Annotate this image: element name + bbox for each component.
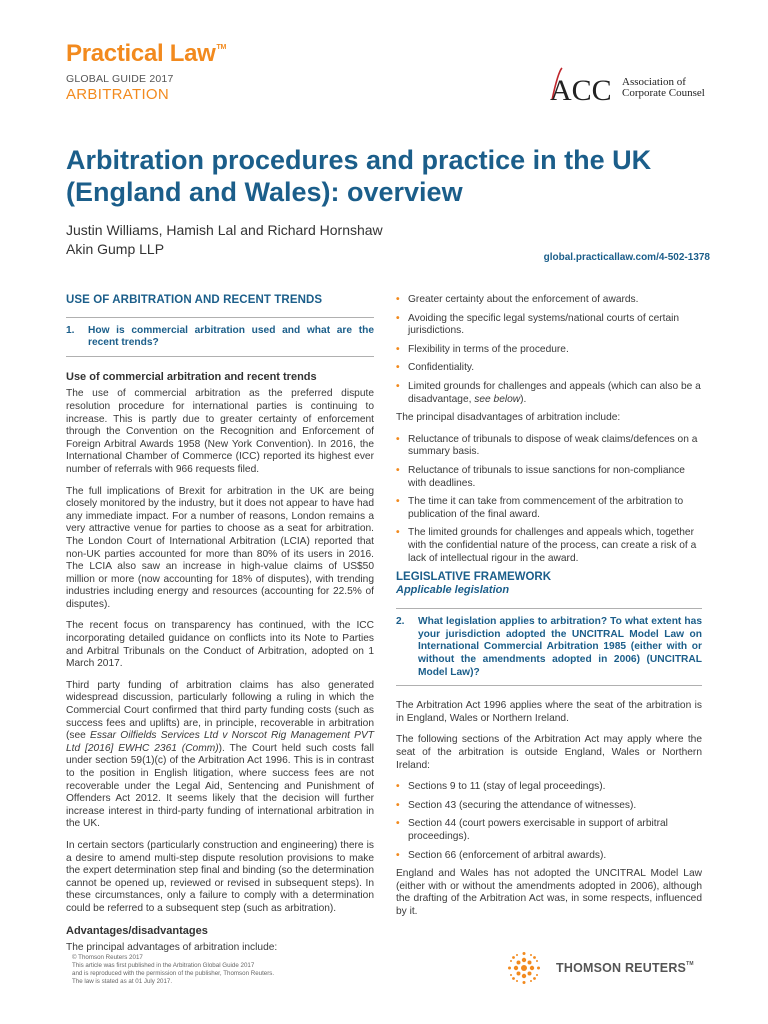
guide-label: GLOBAL GUIDE 2017 bbox=[66, 73, 174, 85]
text-run: Limited grounds for challenges and appeals (which can also be a disadvantage, bbox=[408, 380, 701, 405]
subheading-use-and-trends: Use of commercial arbitration and recent trends bbox=[66, 370, 317, 383]
copyright-line: This article was first published in the Arbitration Global Guide 2017 bbox=[72, 962, 255, 969]
paragraph-third-party-funding bbox=[66, 680, 374, 831]
list-item-text: The time it can take from commencement of the arbitration to publication of the final award. bbox=[408, 496, 684, 520]
bullet-icon: • bbox=[396, 781, 400, 793]
copyright-line: © Thomson Reuters 2017 bbox=[72, 954, 143, 961]
bullet-icon: • bbox=[396, 362, 400, 374]
list-item bbox=[396, 362, 702, 375]
list-item bbox=[396, 781, 702, 794]
section-heading-use-of-arbitration: USE OF ARBITRATION AND RECENT TRENDS bbox=[66, 294, 323, 306]
author-firm: Akin Gump LLP bbox=[66, 241, 165, 257]
question-text: How is commercial arbitration used and what are the recent trends? bbox=[88, 324, 374, 349]
copyright-line: The law is stated as at 01 July 2017. bbox=[72, 978, 173, 985]
paragraph: The following sections of the Arbitration Act may apply where the seat of the arbitration is outside England, Wales or Northern Ireland: bbox=[396, 734, 702, 771]
question-2 bbox=[396, 608, 702, 686]
author-names: Justin Williams, Hamish Lal and Richard Hornshaw bbox=[66, 222, 383, 238]
brand-trademark: TM bbox=[216, 44, 227, 51]
paragraph: The use of commercial arbitration as the preferred dispute resolution procedure for international parties is continuing to increase. This is partly due to greater certainty of enforcement through the Convention on the Recognition and Enforcement of Foreign Arbitral Awards 1958 (New York Convention). In 2016, the International Chamber of Commerce (ICC) reported its highest ever number of referrals with 966 requests filed. bbox=[66, 388, 374, 475]
list-item bbox=[396, 434, 702, 459]
thomson-reuters-dots-icon bbox=[506, 950, 542, 986]
bullet-icon: • bbox=[396, 380, 400, 392]
bullet-icon: • bbox=[396, 294, 400, 305]
topic-label: ARBITRATION bbox=[66, 86, 170, 103]
text-run: Third party funding of arbitration claims has also generated widespread discussion, particularly following a ruling in which the Commercial Court confirmed that third party funding costs (such as success fees and uplifts) are, in principle, recoverable in arbitration (see bbox=[66, 679, 374, 742]
paragraph: England and Wales has not adopted the UNCITRAL Model Law (either with or without the amendments adopted in 2006), although the drafting of the Arbitration Act was, in some respects, influenced by it. bbox=[396, 868, 702, 917]
paragraph: In certain sectors (particularly construction and engineering) there is a desire to amend multi-step dispute resolution provisions to make the expert determination step final and binding (so the determination cannot be opened up, reviewed or revised in subsequent steps). In these circumstances, only a failure to comply with a determination could be referred to a subsequent step (such as arbitration). bbox=[66, 839, 374, 914]
acc-name-line2: Corporate Counsel bbox=[622, 87, 705, 99]
list-item-text: Section 43 (securing the attendance of witnesses). bbox=[408, 799, 637, 811]
paragraph: The Arbitration Act 1996 applies where the seat of the arbitration is in England, Wales or Northern Ireland. bbox=[396, 700, 702, 724]
section-heading-legislative-framework: LEGISLATIVE FRAMEWORK bbox=[396, 571, 552, 584]
brand-name: Practical Law bbox=[66, 40, 216, 67]
list-item bbox=[396, 818, 702, 843]
list-item-text: The limited grounds for challenges and appeals which, together with the confidential nature of the process, can create a risk of a lack of intellectual rigour in the award. bbox=[408, 527, 697, 564]
bullet-icon: • bbox=[396, 343, 400, 355]
acc-logo bbox=[548, 64, 718, 106]
case-citation: Essar Oilfields Services Ltd v Norscot Rig Management PVT Ltd [2016] EWHC 2361 (Comm) bbox=[66, 730, 374, 754]
list-item-text: Avoiding the specific legal systems/national courts of certain jurisdictions. bbox=[408, 312, 680, 337]
question-1 bbox=[66, 317, 374, 357]
question-number: 1. bbox=[66, 324, 75, 336]
bullet-icon: • bbox=[396, 818, 400, 830]
paragraph: The recent focus on transparency has continued, with the ICC incorporating detailed guidance on conflicts into its Note to Parties and Arbitral Tribunals on the Conduct of Arbitration, adopted on 1 March 2017. bbox=[66, 620, 374, 670]
copyright-line: and is reproduced with the permission of the publisher, Thomson Reuters. bbox=[72, 970, 275, 977]
bullet-icon: • bbox=[396, 496, 400, 508]
list-item bbox=[396, 381, 702, 406]
list-item bbox=[396, 527, 702, 565]
list-item bbox=[396, 465, 702, 490]
acc-initials: ACC bbox=[550, 74, 612, 106]
list-item bbox=[396, 496, 702, 521]
article-authors bbox=[66, 221, 383, 259]
tr-trademark: TM bbox=[686, 961, 694, 967]
list-item bbox=[396, 800, 702, 813]
list-item-text: Reluctance of tribunals to dispose of weak claims/defences on a summary basis. bbox=[408, 433, 698, 458]
tr-logo-svg bbox=[506, 950, 542, 986]
acc-initials-icon bbox=[548, 64, 622, 106]
bullet-icon: • bbox=[396, 433, 400, 445]
list-item-text: Sections 9 to 11 (stay of legal proceedings). bbox=[408, 781, 606, 793]
list-item bbox=[396, 344, 702, 357]
practical-law-logo bbox=[66, 40, 226, 68]
left-column bbox=[66, 294, 374, 964]
paragraph: The principal disadvantages of arbitration include: bbox=[396, 412, 621, 424]
list-item-text: Confidentiality. bbox=[408, 362, 475, 374]
acc-name bbox=[622, 77, 705, 99]
disadvantages-list bbox=[396, 434, 702, 565]
paragraph: The principal advantages of arbitration include: bbox=[66, 942, 278, 954]
list-item bbox=[396, 313, 702, 338]
list-item bbox=[396, 850, 702, 863]
bullet-icon: • bbox=[396, 527, 400, 539]
text-run: ). bbox=[520, 393, 527, 405]
question-number: 2. bbox=[396, 616, 405, 628]
subheading-applicable-legislation: Applicable legislation bbox=[396, 583, 510, 596]
list-item-text: Flexibility in terms of the procedure. bbox=[408, 343, 569, 355]
copyright-notice bbox=[72, 954, 274, 986]
sections-list bbox=[396, 781, 702, 862]
list-item-text: Greater certainty about the enforcement of awards. bbox=[408, 294, 639, 305]
acc-name-line1: Association of bbox=[622, 76, 686, 88]
advantages-list bbox=[396, 294, 702, 406]
bullet-icon: • bbox=[396, 464, 400, 476]
list-item bbox=[396, 294, 702, 307]
list-item-text: Section 66 (enforcement of arbitral awards). bbox=[408, 849, 607, 861]
text-run: ). The Court held such costs fall under section 59(1)(c) of the Arbitration Act 1996. This is in contrast to the position in English litigation, where success fees are not recoverable under the Legal Aid, Sentencing and Punishment of Offenders Act 2012. It seems likely that the decision will further increase interest in third-party funding of international arbitration in the UK. bbox=[66, 742, 374, 830]
bullet-icon: • bbox=[396, 312, 400, 324]
subheading-advantages: Advantages/disadvantages bbox=[66, 924, 208, 937]
right-column bbox=[396, 294, 702, 928]
cross-reference: see below bbox=[474, 393, 521, 405]
bullet-icon: • bbox=[396, 849, 400, 861]
bullet-icon: • bbox=[396, 799, 400, 811]
list-item-text: Section 44 (court powers exercisable in support of arbitral proceedings). bbox=[408, 818, 668, 842]
tr-name: THOMSON REUTERS bbox=[556, 961, 687, 975]
paragraph: The full implications of Brexit for arbitration in the UK are being closely monitored by the industry, but it does not appear to have had any immediate impact. For a number of reasons, London remains a very attractive venue for parties to choose as a seat for arbitration. The London Court of International Arbitration (LCIA) reported that non-UK parties accounted for more than 80% of its users in 2016. The LCIA also saw an increase in high-value claims of US$50 million or more (now accounting for 18% of disputes), with trending industries including energy and resources (accounting for 22.5% of disputes). bbox=[66, 485, 374, 610]
thomson-reuters-logo bbox=[556, 961, 694, 975]
list-item-text: Reluctance of tribunals to issue sanctions for non-compliance with deadlines. bbox=[408, 464, 685, 489]
article-title: Arbitration procedures and practice in the UK (England and Wales): overview bbox=[66, 145, 652, 207]
question-text: What legislation applies to arbitration? To what extent has your jurisdiction adopted the UNCITRAL Model Law on International Commercial Arbitration 1985 (either with or without the amendments adopted in 2006) (UNCITRAL Model Law)? bbox=[418, 616, 702, 678]
article-link[interactable]: global.practicallaw.com/4-502-1378 bbox=[543, 252, 710, 263]
